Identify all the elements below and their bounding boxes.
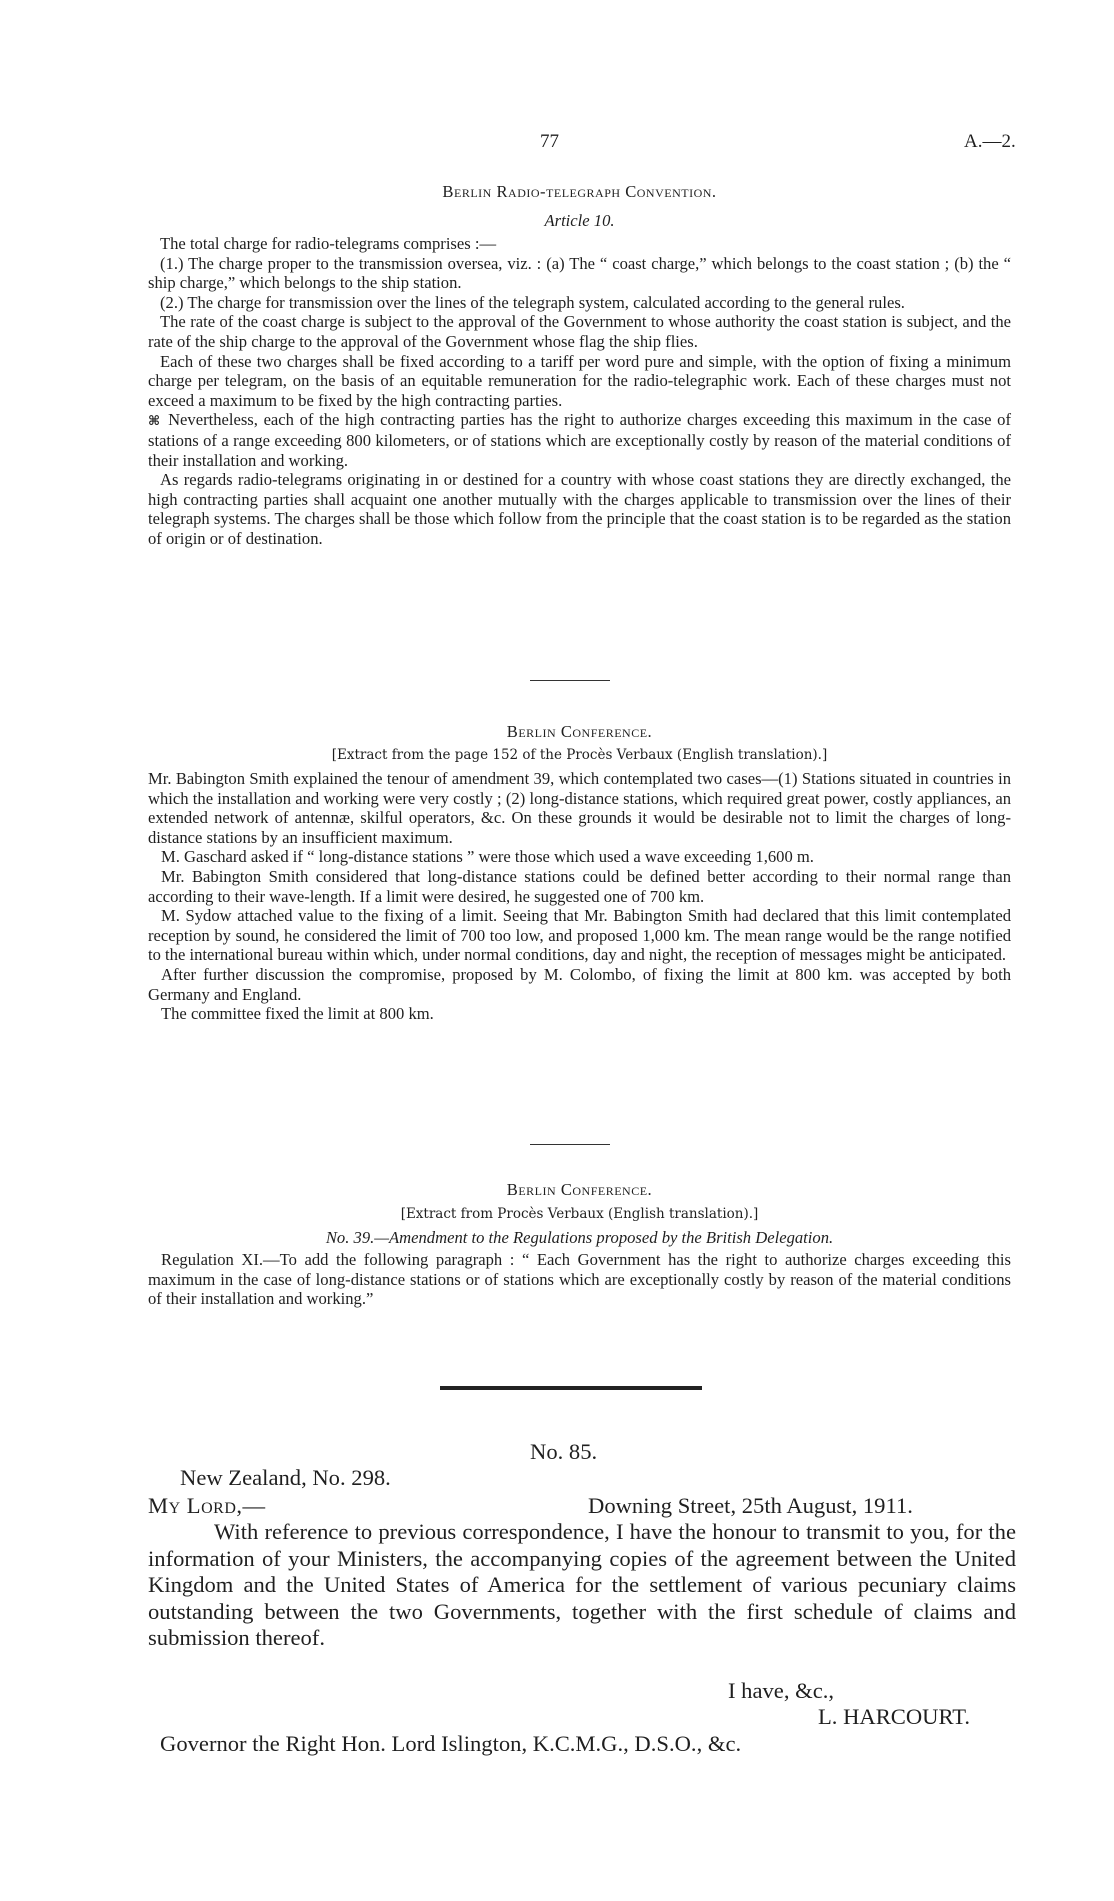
letter-reference: New Zealand, No. 298. bbox=[180, 1465, 391, 1490]
paragraph: The total charge for radio-telegrams comprises :— bbox=[160, 234, 497, 253]
conference-body bbox=[148, 769, 1011, 1024]
convention-body bbox=[148, 234, 1011, 549]
printer-mark-icon: ⌘ bbox=[148, 413, 161, 429]
paragraph: Nevertheless, each of the high contracting parties has the right to authorize charges exceeding this maximum in the case of stations of a range exceeding 800 kilometers, or of stations which are exceptionally costly by reason of the material conditions of their installation and working. bbox=[148, 410, 1011, 470]
paragraph-with-mark bbox=[148, 410, 1011, 470]
paragraph: As regards radio-telegrams originating in or destined for a country with whose coast stations they are directly exchanged, the high contracting parties shall acquaint one another mutually with the charges applicable to transmission over the lines of their telegraph systems. The charges shall be those which follow from the principle that the coast station is to be regarded as the station of origin or of destination. bbox=[148, 470, 1011, 548]
amendment-subtitle: No. 39.—Amendment to the Regulations proposed by the British Delegation. bbox=[325, 1228, 834, 1247]
section-divider bbox=[530, 1144, 610, 1145]
amendment-body bbox=[148, 1250, 1011, 1309]
convention-title: Berlin Radio-telegraph Convention. bbox=[442, 182, 717, 201]
page-number: 77 bbox=[540, 131, 559, 152]
conference-title: Berlin Conference. bbox=[506, 1180, 653, 1199]
paragraph: The rate of the coast charge is subject to the approval of the Government to whose authority the coast station is subject, and the rate of the ship charge to the approval of the Government whose flag the ship flies. bbox=[148, 312, 1011, 351]
letter-signature: L. HARCOURT. bbox=[818, 1704, 970, 1729]
paragraph: With reference to previous correspondence, I have the honour to transmit to you, for the information of your Ministers, the accompanying copies of the agreement between the United Kingdom and the United States of America for the settlement of various pecuniary claims outstanding between the two Governments, together with the first schedule of claims and submission thereof. bbox=[148, 1519, 1016, 1650]
section-divider bbox=[530, 680, 610, 681]
salutation-text: My Lord,— bbox=[148, 1493, 266, 1518]
conference-note: [Extract from Procès Verbaux (English translation).] bbox=[400, 1206, 759, 1222]
letter-place-date: Downing Street, 25th August, 1911. bbox=[588, 1493, 913, 1518]
paragraph: Mr. Babington Smith considered that long-distance stations could be defined better according to their normal range than according to their wave-length. If a limit were desired, he suggested one of 700 km. bbox=[148, 866, 1011, 906]
letter-number: No. 85. bbox=[530, 1439, 598, 1464]
conference-note: [Extract from the page 152 of the Procès Verbaux (English translation).] bbox=[331, 747, 828, 763]
paragraph: Regulation XI.—To add the following paragraph : “ Each Government has the right to authorize charges exceeding this maximum in the case of long-distance stations or of stations which are exceptionally costly by reason of the material conditions of their installation and working.” bbox=[148, 1250, 1011, 1309]
letter-closing: I have, &c., bbox=[728, 1678, 835, 1703]
heavy-divider bbox=[440, 1386, 702, 1390]
conference-title: Berlin Conference. bbox=[506, 722, 653, 741]
paper-reference: A.—2. bbox=[964, 131, 1016, 152]
paragraph: M. Sydow attached value to the fixing of a limit. Seeing that Mr. Babington Smith had declared that this limit contemplated reception by sound, he considered the limit of 700 too low, and proposed 1,000 km. The mean range would be the range notified to the international bureau within which, under normal conditions, day and night, the reception of messages might be anticipated. bbox=[148, 906, 1011, 965]
letter-salutation bbox=[148, 1493, 266, 1520]
letter-addressee: Governor the Right Hon. Lord Islington, K.C.M.G., D.S.O., &c. bbox=[160, 1731, 742, 1756]
paragraph: The committee fixed the limit at 800 km. bbox=[161, 1004, 434, 1024]
article-heading: Article 10. bbox=[544, 211, 615, 230]
paragraph: After further discussion the compromise, proposed by M. Colombo, of fixing the limit at 800 km. was accepted by both Germany and England. bbox=[148, 964, 1011, 1004]
paragraph: (2.) The charge for transmission over the lines of the telegraph system, calculated according to the general rules. bbox=[160, 292, 905, 312]
paragraph: Mr. Babington Smith explained the tenour of amendment 39, which contemplated two cases—(1) Stations situated in countries in which the installation and working were very costly ; (2) long-distance stations, which required great power, costly appliances, an extended network of antennæ, skilful operators, &c. On these grounds it would be desirable not to limit the charges of long-distance stations by an insufficient maximum. bbox=[148, 769, 1011, 847]
paragraph: M. Gaschard asked if “ long-distance stations ” were those which used a wave exceeding 1,600 m. bbox=[161, 847, 814, 867]
letter-body bbox=[148, 1519, 1016, 1652]
paragraph: (1.) The charge proper to the transmission oversea, viz. : (a) The “ coast charge,” which belongs to the coast station ; (b) the “ ship charge,” which belongs to the ship station. bbox=[148, 253, 1011, 293]
paragraph: Each of these two charges shall be fixed according to a tariff per word pure and simple, with the option of fixing a minimum charge per telegram, on the basis of an equitable remuneration for the radio-telegraphic work. Each of these charges must not exceed a maximum to be fixed by the high contracting parties. bbox=[148, 351, 1011, 410]
